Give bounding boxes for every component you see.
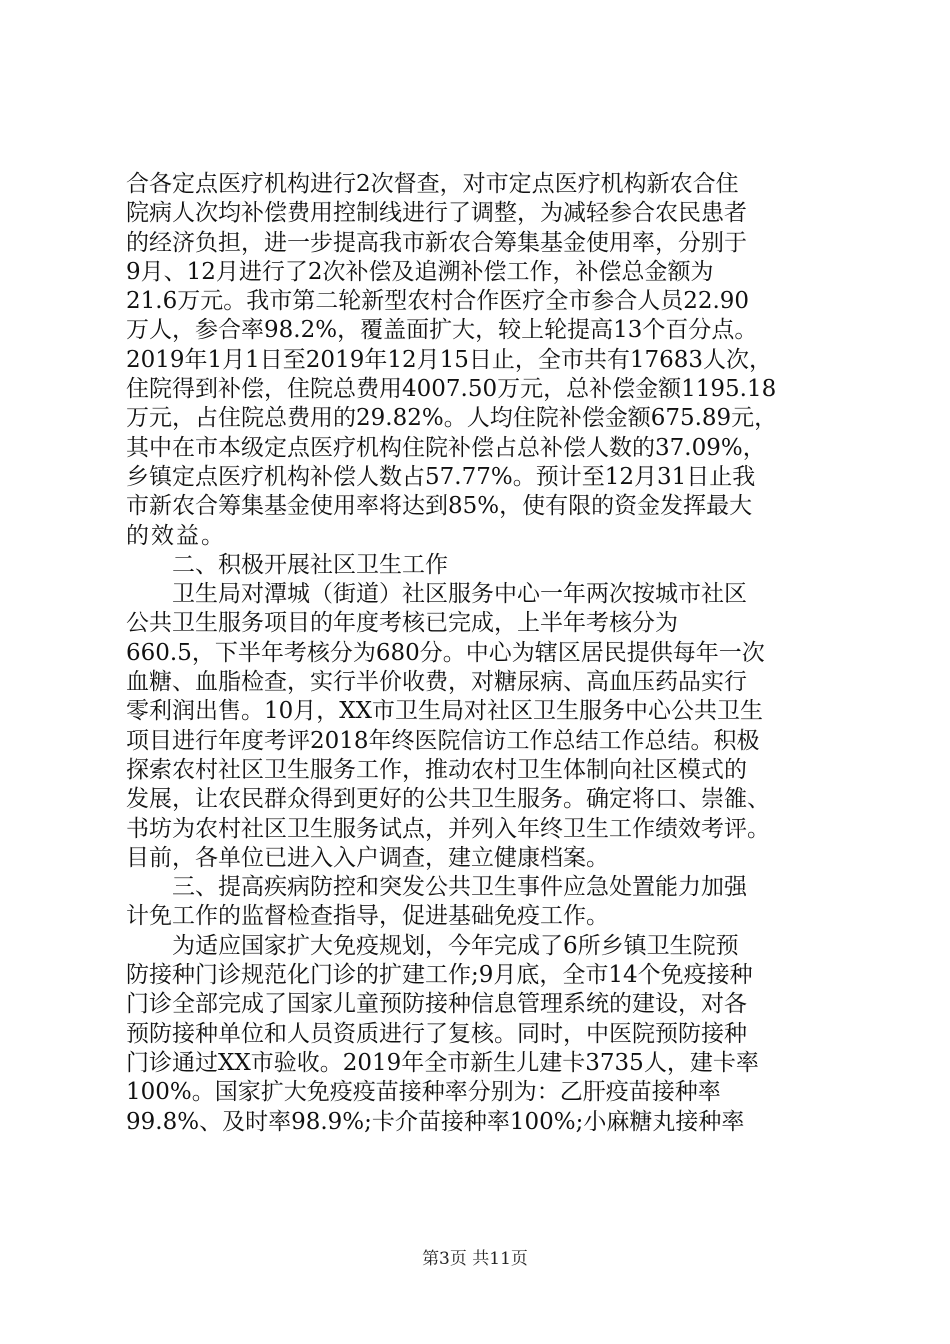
text-line: 万元，占住院总费用的29.82%。人均住院补偿金额675.89元， (126, 405, 778, 432)
text-line: 21.6万元。我市第二轮新型农村合作医疗全市参合人员22.90 (126, 288, 750, 315)
text-line: 市新农合筹集基金使用率将达到85%，使有限的资金发挥最大 (126, 493, 753, 520)
text-line: 合各定点医疗机构进行2次督查，对市定点医疗机构新农合住 (126, 171, 739, 197)
text-line: 三、提高疾病防控和突发公共卫生事件应急处置能力加强 (172, 874, 747, 901)
text-line: 计免工作的监督检查指导，促进基础免疫工作。 (126, 903, 609, 930)
text-line: 门诊通过XX市验收。2019年全市新生儿建卡3735人，建卡率 (126, 1049, 759, 1076)
text-line: 100%。国家扩大免疫疫苗接种率分别为：乙肝疫苗接种率 (126, 1079, 721, 1106)
text-line: 的经济负担，进一步提高我市新农合筹集基金使用率，分别于 (126, 229, 747, 256)
document-body (126, 170, 834, 1137)
text-line: 血糖、血脂检查，实行半价收费，对糖尿病、高血压药品实行 (126, 669, 747, 696)
text-line: 公共卫生服务项目的年度考核已完成，上半年考核分为 (126, 610, 678, 637)
text-line: 目前，各单位已进入入户调查，建立健康档案。 (126, 844, 609, 871)
text-line: 其中在市本级定点医疗机构住院补偿占总补偿人数的37.09%， (126, 434, 766, 461)
text-line: 防接种门诊规范化门诊的扩建工作;9月底，全市14个免疫接种 (126, 962, 753, 989)
text-line: 的效益。 (126, 522, 226, 549)
text-line: 为适应国家扩大免疫规划，今年完成了6所乡镇卫生院预 (172, 932, 739, 959)
text-line: 门诊全部完成了国家儿童预防接种信息管理系统的建设，对各 (126, 991, 747, 1018)
text-line: 二、积极开展社区卫生工作 (172, 551, 448, 578)
text-line: 660.5，下半年考核分为680分。中心为辖区居民提供每年一次 (126, 639, 765, 666)
text-line: 9月、12月进行了2次补偿及追溯补偿工作，补偿总金额为 (126, 258, 714, 285)
page-number-label: 第3页 共11页 (422, 1249, 528, 1269)
text-line: 院病人次均补偿费用控制线进行了调整，为减轻参合农民患者 (126, 200, 747, 227)
text-line: 住院得到补偿，住院总费用4007.50万元，总补偿金额1195.18 (126, 376, 777, 403)
text-line: 2019年1月1日至2019年12月15日止，全市共有17683人次， (126, 346, 773, 373)
text-line: 卫生局对潭城（街道）社区服务中心一年两次按城市社区 (172, 581, 747, 608)
text-line: 书坊为农村社区卫生服务试点，并列入年终卫生工作绩效考评。 (126, 815, 770, 842)
page-footer (0, 1244, 950, 1269)
text-line: 99.8%、及时率98.9%;卡介苗接种率100%;小麻糖丸接种率 (126, 1108, 745, 1135)
text-line: 项目进行年度考评2018年终医院信访工作总结工作总结。积极 (126, 727, 760, 754)
text-line: 万人，参合率98.2%，覆盖面扩大，较上轮提高13个百分点。 (126, 317, 758, 344)
text-line: 乡镇定点医疗机构补偿人数占57.77%。预计至12月31日止我 (126, 463, 756, 490)
text-line: 发展，让农民群众得到更好的公共卫生服务。确定将口、崇雒、 (126, 786, 770, 813)
text-line: 探索农村社区卫生服务工作，推动农村卫生体制向社区模式的 (126, 756, 747, 783)
text-line: 零利润出售。10月，XX市卫生局对社区卫生服务中心公共卫生 (126, 698, 764, 725)
text-line: 预防接种单位和人员资质进行了复核。同时，中医院预防接种 (126, 1020, 747, 1047)
